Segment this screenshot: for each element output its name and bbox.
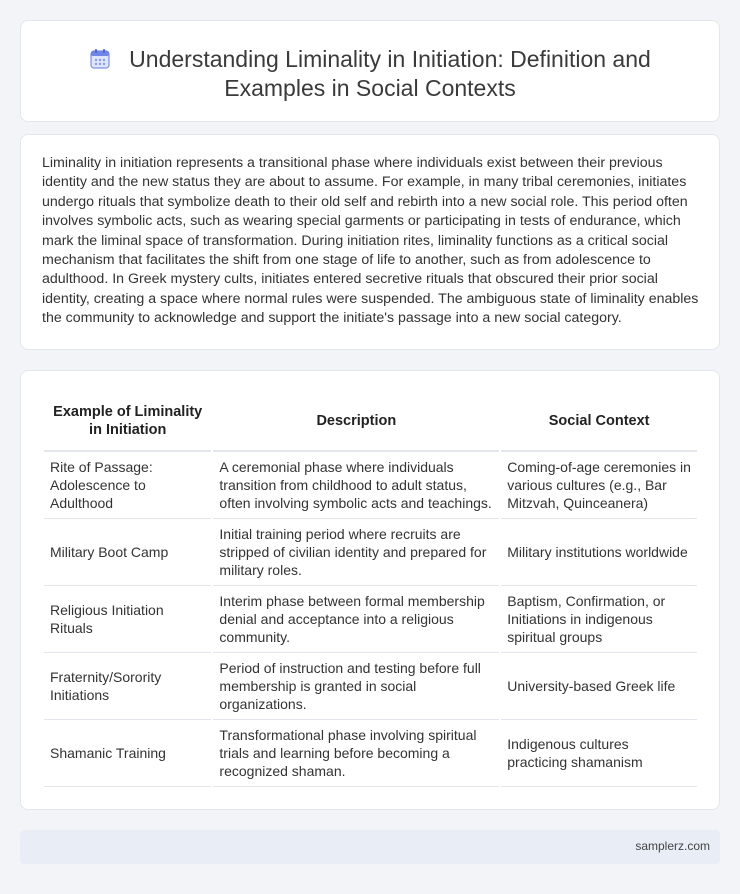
page-title [61, 45, 679, 103]
intro-card [20, 134, 720, 350]
title-card [20, 20, 720, 122]
table-cell-example: Religious Initiation Rituals [44, 586, 211, 653]
table-row [44, 586, 697, 653]
table-cell-example: Fraternity/Sorority Initiations [44, 653, 211, 720]
examples-table-card [20, 370, 720, 810]
table-cell-social-context: University-based Greek life [501, 653, 697, 720]
examples-table [42, 392, 699, 787]
table-cell-description: Period of instruction and testing before full membership is granted in social organizations. [213, 653, 499, 720]
table-cell-description: Interim phase between formal membership denial and acceptance into a religious community. [213, 586, 499, 653]
footer-bar [20, 830, 720, 864]
table-row [44, 653, 697, 720]
table-header-row [44, 392, 697, 452]
column-header-example: Example of Liminality in Initiation [44, 392, 211, 452]
page-title-text: Understanding Liminality in Initiation: Definition and Examples in Social Contexts [129, 46, 651, 101]
table-cell-description: A ceremonial phase where individuals transition from childhood to adult status, often involving symbolic acts and teachings. [213, 452, 499, 519]
table-cell-description: Transformational phase involving spiritual trials and learning before becoming a recognized shaman. [213, 720, 499, 787]
table-row [44, 452, 697, 519]
table-cell-social-context: Military institutions worldwide [501, 519, 697, 586]
intro-paragraph: Liminality in initiation represents a transitional phase where individuals exist between their previous identity and the new status they are about to assume. For example, in many tribal ceremonies, initiates undergo rituals that symbolize death to their old self and rebirth into a new social role. This period often involves symbolic acts, such as wearing special garments or participating in tests of endurance, which mark the liminal space of transformation. During initiation rites, liminality functions as a critical social mechanism that facilitates the shift from one stage of life to another, such as from adolescence to adulthood. In Greek mystery cults, initiates entered secretive rituals that obscured their prior social identity, creating a space where normal rules were suspended. The ambiguous state of liminality enables the community to acknowledge and support the initiate's passage into a new social category. [42, 155, 699, 327]
table-cell-example: Shamanic Training [44, 720, 211, 787]
column-header-description: Description [213, 392, 499, 452]
table-cell-social-context: Coming-of-age ceremonies in various cultures (e.g., Bar Mitzvah, Quinceanera) [501, 452, 697, 519]
table-cell-description: Initial training period where recruits are stripped of civilian identity and prepared for military roles. [213, 519, 499, 586]
table-row [44, 720, 697, 787]
footer-site-link[interactable]: samplerz.com [635, 839, 710, 853]
table-cell-example: Rite of Passage: Adolescence to Adulthood [44, 452, 211, 519]
calendar-icon [89, 48, 111, 70]
table-row [44, 519, 697, 586]
table-cell-example: Military Boot Camp [44, 519, 211, 586]
table-cell-social-context: Indigenous cultures practicing shamanism [501, 720, 697, 787]
table-cell-social-context: Baptism, Confirmation, or Initiations in indigenous spiritual groups [501, 586, 697, 653]
column-header-social-context: Social Context [501, 392, 697, 452]
